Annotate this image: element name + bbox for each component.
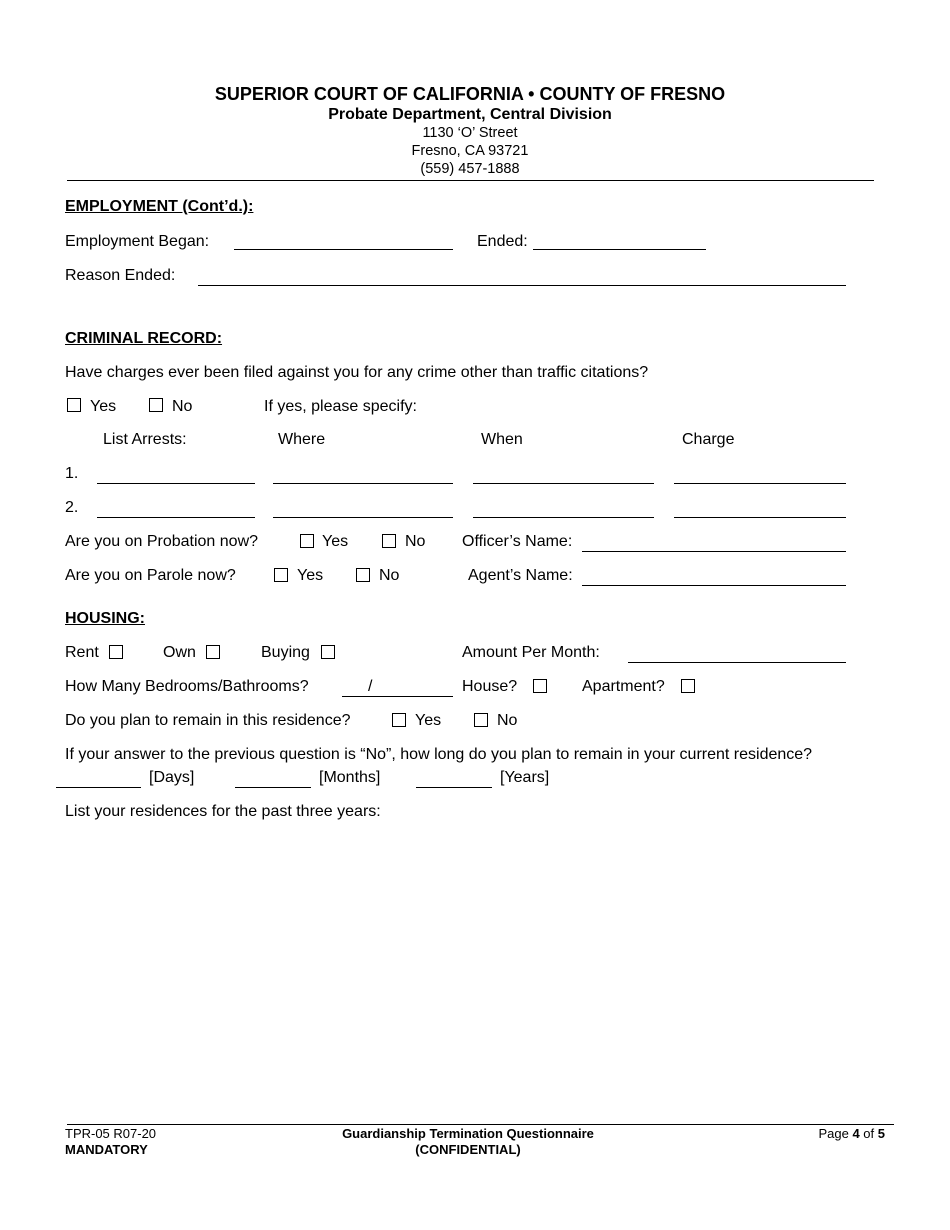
specify-label: If yes, please specify: (264, 398, 417, 415)
remain-question: Do you plan to remain in this residence? (65, 712, 351, 729)
street-address: 1130 ‘O’ Street (422, 125, 518, 141)
parole-question: Are you on Parole now? (65, 567, 236, 584)
agent-name-field[interactable] (582, 585, 846, 586)
criminal-record-heading: CRIMINAL RECORD: (65, 330, 223, 347)
col-charge: Charge (682, 431, 735, 448)
charges-no-label: No (172, 398, 193, 415)
mandatory-label: MANDATORY (65, 1142, 148, 1157)
days-label: [Days] (149, 769, 195, 786)
remain-yes-label: Yes (415, 712, 442, 729)
house-checkbox[interactable] (533, 679, 547, 693)
reason-ended-label: Reason Ended: (65, 267, 176, 284)
form-title: Guardianship Termination Questionnaire (342, 1126, 594, 1141)
header-rule (67, 180, 874, 181)
arrest-row-number: 1. (65, 465, 79, 482)
rent-checkbox[interactable] (109, 645, 123, 659)
employment-heading: EMPLOYMENT (Cont’d.): (65, 198, 254, 215)
agent-name-label: Agent’s Name: (468, 567, 573, 584)
buying-label: Buying (261, 644, 310, 661)
footer-rule (67, 1124, 894, 1125)
years-label: [Years] (500, 769, 550, 786)
housing-heading: HOUSING: (65, 610, 145, 627)
remain-no-label: No (497, 712, 518, 729)
reason-ended-field[interactable] (198, 285, 846, 286)
court-title: SUPERIOR COURT OF CALIFORNIA • COUNTY OF FRESNO (214, 84, 726, 104)
amount-per-month-label: Amount Per Month: (462, 644, 600, 661)
form-id: TPR-05 R07-20 (65, 1126, 157, 1141)
arrest-2-charge-field[interactable] (674, 517, 846, 518)
employment-ended-label: Ended: (477, 233, 528, 250)
parole-yes-checkbox[interactable] (274, 568, 288, 582)
bedrooms-bathrooms-field[interactable] (342, 696, 453, 697)
probation-yes-label: Yes (322, 533, 349, 550)
arrest-1-when-field[interactable] (473, 483, 654, 484)
charges-no-checkbox[interactable] (149, 398, 163, 412)
arrest-1-where-field[interactable] (273, 483, 453, 484)
col-where: Where (278, 431, 326, 448)
employment-ended-field[interactable] (533, 249, 706, 250)
remain-yes-checkbox[interactable] (392, 713, 406, 727)
employment-began-field[interactable] (234, 249, 453, 250)
apartment-checkbox[interactable] (681, 679, 695, 693)
arrest-2-field[interactable] (97, 517, 255, 518)
officer-name-label: Officer’s Name: (462, 533, 573, 550)
page-number: Page 4 of 5 (818, 1126, 885, 1141)
probation-yes-checkbox[interactable] (300, 534, 314, 548)
parole-yes-label: Yes (297, 567, 324, 584)
house-label: House? (462, 678, 518, 695)
col-list-arrests: List Arrests: (103, 431, 187, 448)
amount-per-month-field[interactable] (628, 662, 846, 663)
probation-no-label: No (405, 533, 426, 550)
parole-no-checkbox[interactable] (356, 568, 370, 582)
confidential-label: (CONFIDENTIAL) (415, 1142, 521, 1157)
charges-yes-label: Yes (90, 398, 117, 415)
col-when: When (481, 431, 523, 448)
list-residences-label: List your residences for the past three years: (65, 803, 381, 820)
city-address: Fresno, CA 93721 (411, 143, 529, 159)
own-checkbox[interactable] (206, 645, 220, 659)
arrest-1-field[interactable] (97, 483, 255, 484)
officer-name-field[interactable] (582, 551, 846, 552)
charges-yes-checkbox[interactable] (67, 398, 81, 412)
parole-no-label: No (379, 567, 400, 584)
probation-no-checkbox[interactable] (382, 534, 396, 548)
months-label: [Months] (319, 769, 381, 786)
arrest-2-when-field[interactable] (473, 517, 654, 518)
days-field[interactable] (56, 787, 141, 788)
how-long-question: If your answer to the previous question is “No”, how long do you plan to remain in your current residence? (65, 746, 813, 763)
department-title: Probate Department, Central Division (328, 106, 612, 123)
arrest-1-charge-field[interactable] (674, 483, 846, 484)
arrest-2-where-field[interactable] (273, 517, 453, 518)
apartment-label: Apartment? (582, 678, 665, 695)
employment-began-label: Employment Began: (65, 233, 210, 250)
months-field[interactable] (235, 787, 311, 788)
buying-checkbox[interactable] (321, 645, 335, 659)
own-label: Own (163, 644, 196, 661)
remain-no-checkbox[interactable] (474, 713, 488, 727)
years-field[interactable] (416, 787, 492, 788)
rent-label: Rent (65, 644, 99, 661)
charges-question: Have charges ever been filed against you for any crime other than traffic citations? (65, 364, 649, 381)
arrest-row-number: 2. (65, 499, 79, 516)
bedrooms-bathrooms-label: How Many Bedrooms/Bathrooms? (65, 678, 309, 695)
bedrooms-slash: / (368, 678, 373, 695)
probation-question: Are you on Probation now? (65, 533, 259, 550)
phone-number: (559) 457-1888 (420, 161, 520, 177)
